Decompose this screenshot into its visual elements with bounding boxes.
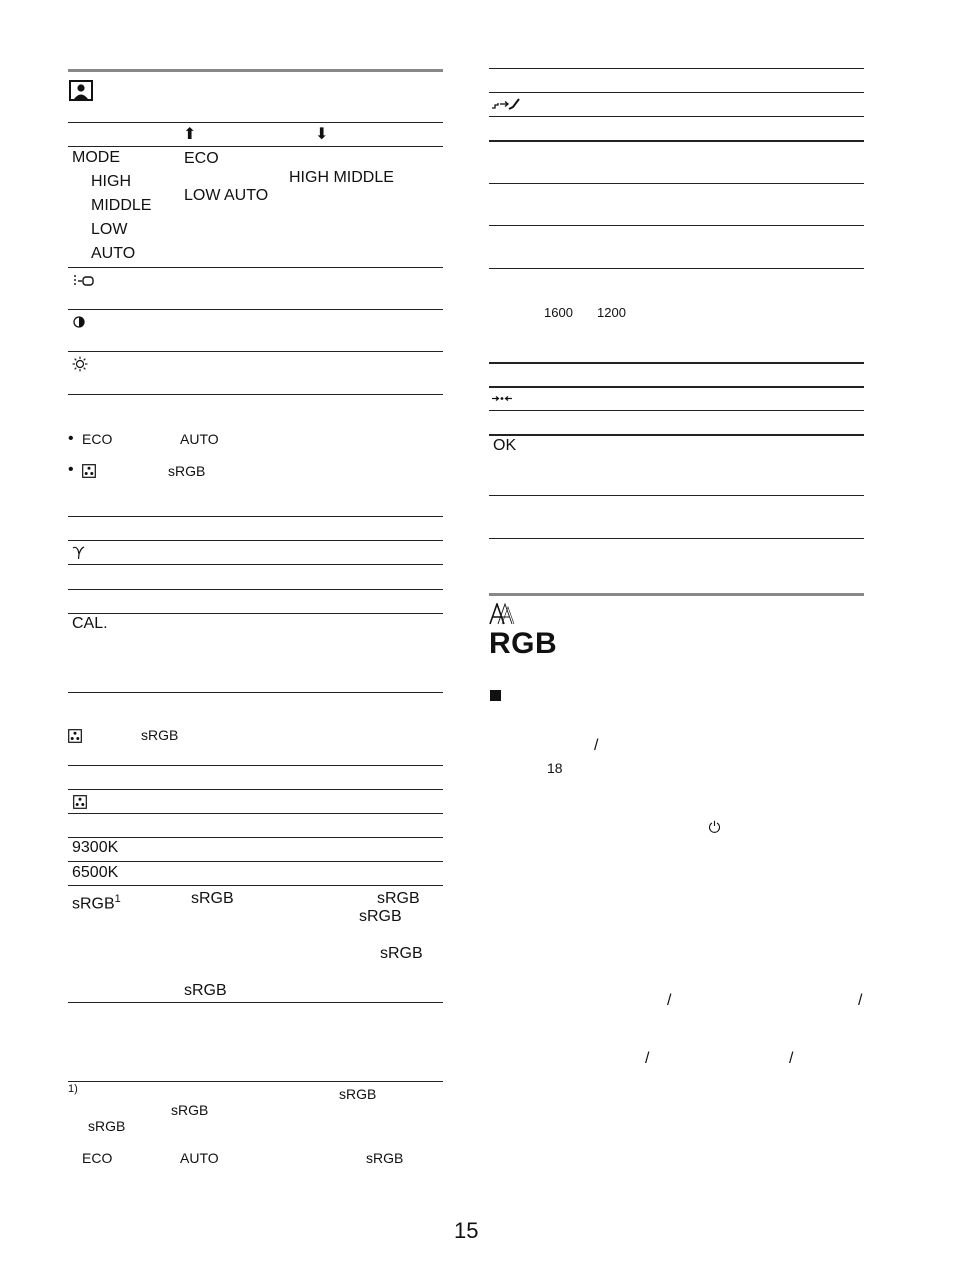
table-rule: [489, 68, 864, 69]
footnote-rule: [68, 1081, 443, 1082]
power-icon: [708, 820, 721, 833]
table-rule: [68, 1002, 443, 1003]
color-dots-icon: [73, 795, 87, 809]
srgb-desc-c: sRGB: [359, 908, 402, 925]
table-rule: [68, 765, 443, 766]
section-title: RGB: [489, 627, 558, 660]
resolution-height: 1200: [597, 305, 626, 320]
color-row-9300k: 9300K: [72, 839, 119, 856]
footnote-srgb-3: sRGB: [88, 1118, 126, 1134]
table-rule: [489, 386, 864, 388]
table-rule: [68, 540, 443, 541]
bullet-mark: •: [68, 430, 74, 447]
footnote-srgb-4: sRGB: [366, 1150, 404, 1166]
mode-option-low: LOW: [91, 221, 128, 238]
ok-label: OK: [493, 437, 517, 454]
sun-icon: [72, 356, 88, 372]
section-rule: [68, 69, 443, 72]
section-rule: [489, 593, 864, 596]
mode-desc-high-middle: HIGH MIDDLE: [289, 169, 394, 186]
slash-mark: /: [789, 1050, 794, 1067]
table-rule: [68, 351, 443, 352]
zoom-icon: [491, 394, 513, 403]
table-rule: [68, 309, 443, 310]
slash-mark: /: [667, 992, 672, 1009]
mode-option-middle: MIDDLE: [91, 197, 152, 214]
table-rule: [68, 861, 443, 862]
slash-mark: /: [645, 1050, 650, 1067]
table-rule: [489, 116, 864, 117]
table-rule: [68, 516, 443, 517]
footnote-auto: AUTO: [180, 1150, 219, 1166]
sharpness-icon: [491, 98, 521, 110]
color-dots-icon: [68, 729, 82, 743]
square-bullet-icon: [490, 690, 501, 701]
mode-option-auto: AUTO: [91, 245, 136, 262]
color-row-6500k: 6500K: [72, 864, 119, 881]
color-dots-icon: [82, 464, 96, 478]
page-number: 15: [454, 1218, 479, 1243]
gamma-icon: [72, 545, 86, 561]
resolution-width: 1600: [544, 305, 573, 320]
table-rule: [489, 410, 864, 411]
table-rule: [68, 122, 443, 123]
contrast-icon: [73, 316, 85, 328]
table-rule: [68, 589, 443, 590]
mode-option-high: HIGH: [91, 173, 131, 190]
footnote-marker: 1): [68, 1083, 78, 1095]
table-rule: [489, 183, 864, 184]
table-rule: [68, 813, 443, 814]
srgb-desc-e: sRGB: [184, 982, 227, 999]
backlight-icon: [73, 274, 95, 288]
slash-mark: /: [594, 737, 599, 754]
bullet-mark: •: [68, 461, 74, 478]
table-rule: [68, 837, 443, 838]
table-rule: [489, 225, 864, 226]
srgb-desc-b: sRGB: [377, 890, 420, 907]
table-rule: [489, 495, 864, 496]
smoothing-icon: [489, 603, 515, 625]
person-portrait-icon: [69, 80, 93, 101]
down-arrow-icon: ⬇: [315, 126, 329, 143]
table-rule: [68, 394, 443, 395]
table-rule: [68, 789, 443, 790]
footnote-srgb-2: sRGB: [171, 1102, 209, 1118]
note-eco: ECO: [82, 431, 113, 447]
table-rule: [489, 92, 864, 93]
color-srgb-note: sRGB: [141, 727, 179, 743]
table-rule: [68, 564, 443, 565]
cal-label: CAL.: [72, 615, 108, 632]
note-srgb: sRGB: [168, 463, 206, 479]
srgb-desc-a: sRGB: [191, 890, 234, 907]
note-auto: AUTO: [180, 431, 219, 447]
up-arrow-icon: ⬆: [183, 126, 197, 143]
color-row-srgb: sRGB$^1$: [72, 893, 121, 913]
table-rule: [489, 434, 864, 436]
footnote-eco: ECO: [82, 1150, 113, 1166]
table-rule: [68, 692, 443, 693]
mode-desc-low-auto: LOW AUTO: [184, 187, 269, 204]
table-rule: [68, 613, 443, 614]
table-rule: [489, 362, 864, 364]
table-rule: [489, 140, 864, 142]
mode-label: MODE: [72, 149, 120, 166]
mode-desc-eco: ECO: [184, 150, 219, 167]
slash-mark: /: [858, 992, 863, 1009]
table-rule: [68, 146, 443, 147]
table-rule: [489, 268, 864, 269]
footnote-srgb-1: sRGB: [339, 1086, 377, 1102]
table-rule: [68, 885, 443, 886]
table-rule: [68, 267, 443, 268]
srgb-desc-d: sRGB: [380, 945, 423, 962]
table-rule: [489, 538, 864, 539]
page-reference: 18: [547, 760, 563, 776]
